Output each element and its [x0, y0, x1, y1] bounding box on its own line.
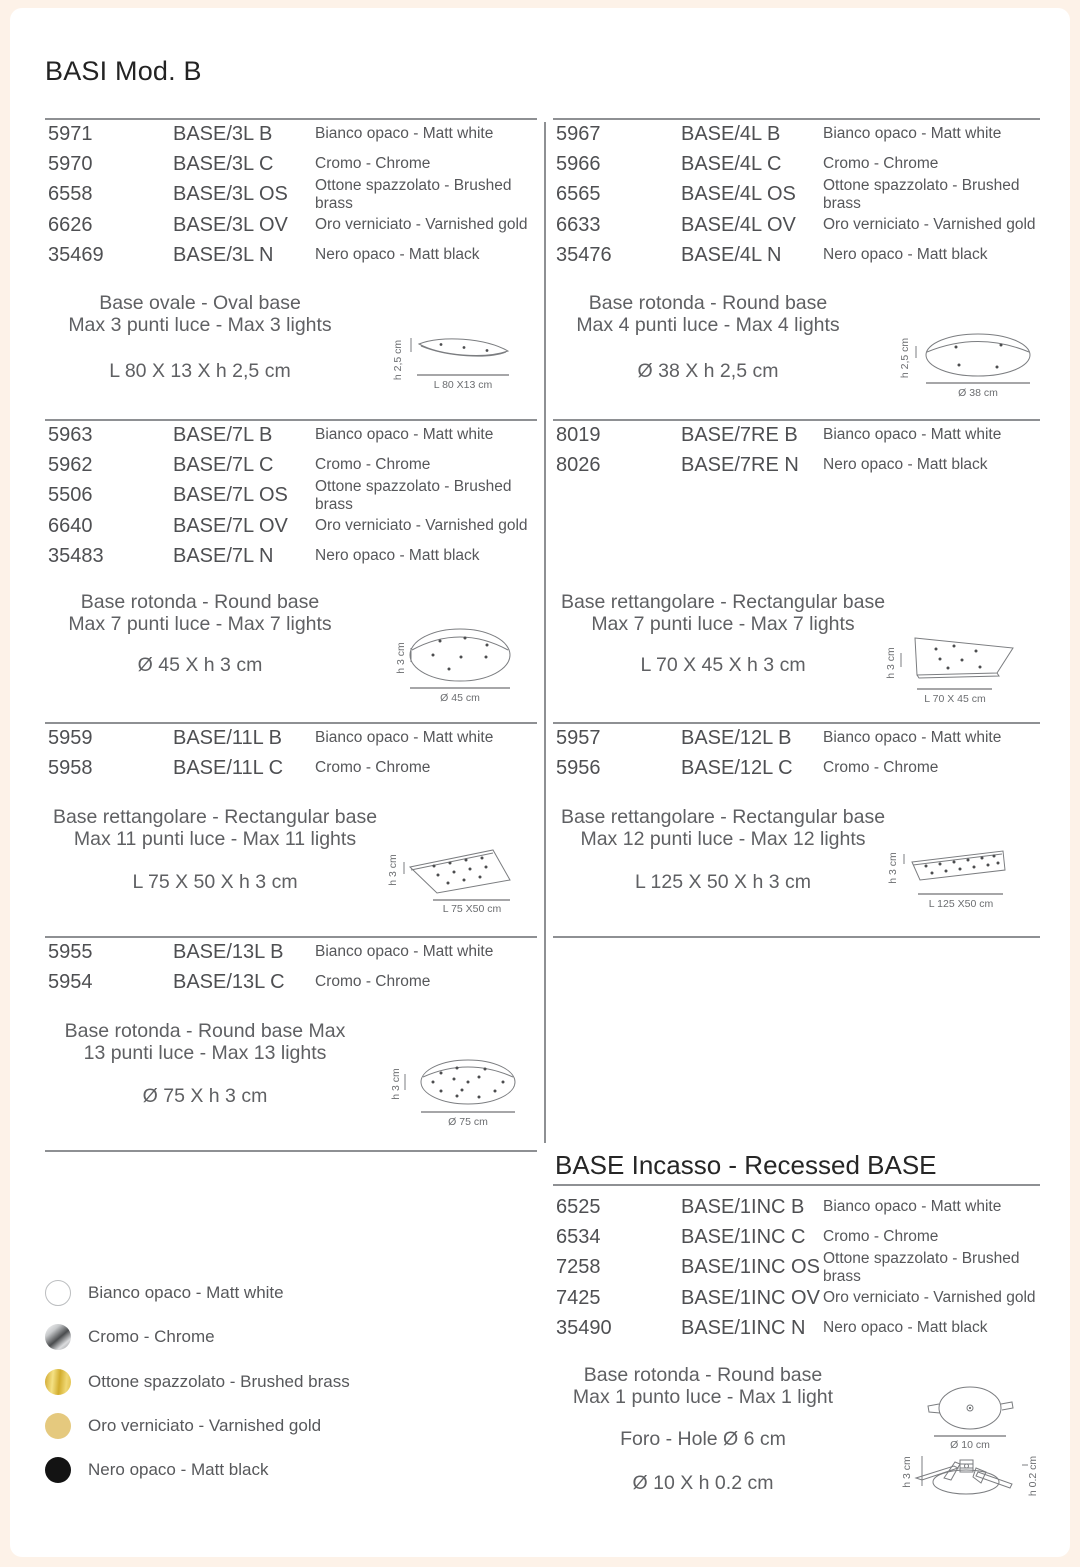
- technical-drawing-round-base-13l: [391, 1048, 526, 1133]
- drawing-depth-label: h 0.2 cm: [1027, 1455, 1039, 1497]
- product-code: 6525: [556, 1195, 601, 1218]
- base-type: Base rettangolare - Rectangular base: [52, 806, 378, 828]
- product-model: BASE/12L B: [681, 726, 792, 749]
- table-row: [553, 1249, 1040, 1285]
- product-finish: Oro verniciato - Varnished gold: [315, 216, 528, 234]
- product-code: 5962: [48, 453, 93, 476]
- max-lights: Max 3 punti luce - Max 3 lights: [68, 314, 332, 336]
- legend-label: Oro verniciato - Varnished gold: [88, 1416, 322, 1435]
- product-table: [45, 723, 537, 784]
- product-finish: Oro verniciato - Varnished gold: [823, 1289, 1036, 1307]
- product-finish: Nero opaco - Matt black: [315, 547, 480, 565]
- drawing-width-label: L 75 X50 cm: [442, 903, 502, 915]
- table-row: [45, 210, 537, 240]
- product-model: BASE/1INC OV: [681, 1286, 820, 1309]
- product-finish: Nero opaco - Matt black: [315, 246, 480, 264]
- product-model: BASE/7RE N: [681, 453, 799, 476]
- product-model: BASE/7RE B: [681, 423, 798, 446]
- product-code: 8019: [556, 423, 601, 446]
- round-base-outline: [926, 334, 1030, 376]
- product-table: [553, 119, 1040, 270]
- product-table: [553, 1192, 1040, 1343]
- product-model: BASE/1INC B: [681, 1195, 805, 1218]
- table-row: [553, 176, 1040, 212]
- table-row: [553, 723, 1040, 753]
- product-code: 5954: [48, 970, 93, 993]
- technical-drawing-round-base-7l: [396, 618, 516, 708]
- base-type: Base rotonda - Round base: [588, 292, 828, 314]
- product-finish: Cromo - Chrome: [315, 973, 431, 991]
- product-finish: Bianco opaco - Matt white: [823, 426, 1002, 444]
- drawing-diameter-label: Ø 10 cm: [950, 1439, 990, 1451]
- product-code: 6534: [556, 1225, 601, 1248]
- base-type: Base rettangolare - Rectangular base: [560, 806, 886, 828]
- product-finish: Bianco opaco - Matt white: [315, 426, 494, 444]
- product-code: 5963: [48, 423, 93, 446]
- legend-label: Ottone spazzolato - Brushed brass: [88, 1372, 350, 1391]
- base-dimensions: L 125 X 50 X h 3 cm: [635, 871, 811, 893]
- section-divider: [45, 1150, 537, 1152]
- legend-item-matt-white: [45, 1280, 284, 1306]
- product-model: BASE/11L B: [173, 726, 282, 749]
- product-code: 35476: [556, 243, 612, 266]
- max-lights: Max 11 punti luce - Max 11 lights: [73, 828, 357, 850]
- legend-item-chrome: [45, 1324, 215, 1350]
- recessed-section-title: BASE Incasso - Recessed BASE: [555, 1150, 937, 1180]
- product-model: BASE/7L OS: [173, 484, 288, 507]
- product-model: BASE/4L B: [681, 122, 781, 145]
- base-dimensions: L 80 X 13 X h 2,5 cm: [109, 360, 291, 382]
- table-row: [553, 1283, 1040, 1313]
- drawing-height-label: h 3 cm: [887, 852, 899, 884]
- product-finish: Nero opaco - Matt black: [823, 1319, 988, 1337]
- page-title: BASI Mod. B: [45, 56, 202, 86]
- product-model: BASE/13L B: [173, 940, 284, 963]
- drawing-width-label: L 125 X50 cm: [928, 898, 994, 910]
- drawing-width-label: Ø 38 cm: [958, 387, 998, 399]
- table-row: [45, 723, 537, 753]
- base-dimensions: Ø 38 X h 2,5 cm: [637, 360, 779, 382]
- base-type: Base rettangolare - Rectangular base: [560, 591, 886, 613]
- max-lights: Max 12 punti luce - Max 12 lights: [580, 828, 866, 850]
- finish-legend: [45, 1280, 475, 1490]
- product-model: BASE/3L OS: [173, 183, 288, 206]
- table-row: [45, 477, 537, 513]
- product-model: BASE/3L C: [173, 152, 274, 175]
- product-code: 5966: [556, 152, 601, 175]
- drawing-height-label: h 3 cm: [387, 854, 399, 886]
- product-code: 35490: [556, 1316, 612, 1339]
- product-finish: Oro verniciato - Varnished gold: [823, 216, 1036, 234]
- max-lights: Max 1 punto luce - Max 1 light: [572, 1386, 834, 1408]
- table-row: [45, 450, 537, 480]
- drawing-height-label: h 3 cm: [390, 1068, 402, 1100]
- product-model: BASE/3L N: [173, 243, 274, 266]
- legend-item-matt-black: [45, 1457, 268, 1483]
- base-dimensions: Ø 45 X h 3 cm: [137, 654, 263, 676]
- max-lights: Max 7 punti luce - Max 7 lights: [68, 613, 332, 635]
- technical-drawing-round-base-4l: [900, 324, 1035, 412]
- section-base-12l: [553, 722, 1040, 936]
- product-table: [553, 420, 1040, 481]
- product-finish: Ottone spazzolato - Brushed brass: [315, 477, 512, 513]
- product-model: BASE/4L OS: [681, 183, 796, 206]
- table-row: [45, 511, 537, 541]
- base-description: [553, 591, 893, 635]
- hole-dimension: Foro - Hole Ø 6 cm: [620, 1428, 786, 1450]
- section-base-11l: [45, 722, 537, 936]
- product-code: 5958: [48, 756, 93, 779]
- product-model: BASE/3L OV: [173, 213, 288, 236]
- recessed-base-side-view: [916, 1460, 1012, 1494]
- product-finish: Oro verniciato - Varnished gold: [315, 517, 528, 535]
- product-code: 5955: [48, 940, 93, 963]
- table-row: [553, 420, 1040, 450]
- base-description: [553, 1364, 853, 1408]
- round-base-outline: [410, 629, 510, 681]
- matt-black-swatch-icon: [45, 1457, 71, 1483]
- table-row: [553, 450, 1040, 480]
- technical-drawing-rectangular-base-11l: [388, 836, 523, 916]
- product-model: BASE/1INC N: [681, 1316, 806, 1339]
- table-row: [553, 149, 1040, 179]
- section-base-13l: [45, 936, 537, 1150]
- max-lights: Max 7 punti luce - Max 7 lights: [591, 613, 855, 635]
- product-model: BASE/12L C: [681, 756, 793, 779]
- table-row: [553, 1313, 1040, 1343]
- section-base-7re: [553, 419, 1040, 722]
- product-code: 7425: [556, 1286, 601, 1309]
- oval-base-outline: [419, 339, 508, 356]
- product-finish: Cromo - Chrome: [315, 155, 431, 173]
- table-row: [45, 149, 537, 179]
- varnished-gold-swatch-icon: [45, 1413, 71, 1439]
- product-finish: Cromo - Chrome: [823, 1228, 939, 1246]
- base-description: [553, 292, 863, 336]
- technical-drawing-rectangular-base-12l: [888, 836, 1023, 916]
- product-code: 6565: [556, 183, 601, 206]
- product-model: BASE/4L OV: [681, 213, 796, 236]
- product-code: 35469: [48, 243, 104, 266]
- table-row: [553, 119, 1040, 149]
- table-row: [553, 240, 1040, 270]
- product-code: 35483: [48, 544, 104, 567]
- product-finish: Cromo - Chrome: [823, 759, 939, 777]
- technical-drawing-recessed-base: [898, 1378, 1048, 1518]
- legend-item-varnished-gold: [45, 1413, 321, 1439]
- rectangular-base-outline: [410, 850, 510, 893]
- product-code: 5971: [48, 122, 93, 145]
- rectangular-base-outline: [915, 638, 1013, 678]
- legend-label: Nero opaco - Matt black: [88, 1460, 269, 1479]
- base-description: [45, 1020, 365, 1064]
- base-dimensions: L 75 X 50 X h 3 cm: [132, 871, 298, 893]
- product-model: BASE/7L C: [173, 453, 274, 476]
- product-finish: Bianco opaco - Matt white: [315, 943, 494, 961]
- product-code: 6558: [48, 183, 93, 206]
- base-dimensions: L 70 X 45 X h 3 cm: [640, 654, 806, 676]
- technical-drawing-oval-base: [393, 314, 523, 399]
- product-code: 6640: [48, 514, 93, 537]
- drawing-width-label: Ø 45 cm: [440, 692, 480, 704]
- product-model: BASE/1INC OS: [681, 1256, 820, 1279]
- product-finish: Cromo - Chrome: [315, 456, 431, 474]
- product-code: 5970: [48, 152, 93, 175]
- product-table: [553, 723, 1040, 784]
- product-table: [45, 119, 537, 270]
- product-finish: Cromo - Chrome: [823, 155, 939, 173]
- product-model: BASE/7L OV: [173, 514, 288, 537]
- product-table: [45, 937, 537, 998]
- table-row: [45, 753, 537, 783]
- base-dimensions: Ø 75 X h 3 cm: [142, 1085, 268, 1107]
- product-code: 6633: [556, 213, 601, 236]
- product-finish: Nero opaco - Matt black: [823, 456, 988, 474]
- product-model: BASE/7L N: [173, 544, 274, 567]
- base-description: [45, 292, 355, 336]
- column-divider: [544, 122, 546, 1143]
- product-code: 5967: [556, 122, 601, 145]
- chrome-swatch-icon: [45, 1324, 71, 1350]
- table-row: [45, 420, 537, 450]
- product-model: BASE/7L B: [173, 423, 273, 446]
- section-base-3l: [45, 118, 537, 419]
- product-finish: Cromo - Chrome: [315, 759, 431, 777]
- section-base-recessed: [553, 1150, 1040, 1557]
- table-row: [45, 967, 537, 997]
- legend-item-brushed-brass: [45, 1369, 350, 1395]
- drawing-height-label: h 2,5 cm: [899, 337, 911, 379]
- product-finish: Nero opaco - Matt black: [823, 246, 988, 264]
- drawing-height-label: h 3 cm: [395, 642, 407, 674]
- drawing-width-label: Ø 75 cm: [448, 1116, 488, 1128]
- max-lights: 13 punti luce - Max 13 lights: [83, 1042, 327, 1064]
- product-finish: Bianco opaco - Matt white: [823, 125, 1002, 143]
- table-row: [553, 1192, 1040, 1222]
- base-dimensions: Ø 10 X h 0.2 cm: [632, 1472, 774, 1494]
- legend-label: Cromo - Chrome: [88, 1327, 215, 1346]
- base-type: Base rotonda - Round base: [80, 591, 320, 613]
- product-model: BASE/1INC C: [681, 1225, 806, 1248]
- product-code: 7258: [556, 1256, 601, 1279]
- drawing-width-label: L 70 X 45 cm: [924, 693, 986, 705]
- product-code: 5506: [48, 484, 93, 507]
- product-code: 6626: [48, 213, 93, 236]
- product-table: [45, 420, 537, 571]
- product-code: 5959: [48, 726, 93, 749]
- drawing-width-label: L 80 X13 cm: [433, 379, 493, 391]
- product-finish: Ottone spazzolato - Brushed brass: [823, 176, 1020, 212]
- technical-drawing-rectangular-base-7re: [886, 625, 1026, 717]
- round-base-outline: [421, 1060, 515, 1104]
- product-code: 5957: [556, 726, 601, 749]
- table-row: [45, 541, 537, 571]
- product-model: BASE/13L C: [173, 970, 285, 993]
- base-type: Base rotonda - Round base Max: [64, 1020, 346, 1042]
- recessed-base-top-view: [928, 1387, 1013, 1429]
- table-row: [553, 210, 1040, 240]
- table-row: [45, 176, 537, 212]
- max-lights: Max 4 punti luce - Max 4 lights: [576, 314, 840, 336]
- section-base-4l: [553, 118, 1040, 419]
- table-row: [45, 240, 537, 270]
- section-divider: [553, 936, 1040, 938]
- product-model: BASE/4L N: [681, 243, 782, 266]
- drawing-height-label: h 3 cm: [885, 647, 897, 679]
- drawing-height-label: h 2,5 cm: [392, 339, 404, 381]
- base-type: Base rotonda - Round base: [583, 1364, 823, 1386]
- product-finish: Ottone spazzolato - Brushed brass: [315, 176, 512, 212]
- table-row: [553, 753, 1040, 783]
- section-base-7l: [45, 419, 537, 722]
- table-row: [45, 937, 537, 967]
- product-code: 5956: [556, 756, 601, 779]
- product-model: BASE/3L B: [173, 122, 273, 145]
- product-model: BASE/11L C: [173, 756, 284, 779]
- product-finish: Bianco opaco - Matt white: [315, 729, 494, 747]
- drawing-height-label: h 3 cm: [901, 1456, 913, 1488]
- product-finish: Ottone spazzolato - Brushed brass: [823, 1249, 1020, 1285]
- legend-label: Bianco opaco - Matt white: [88, 1283, 284, 1302]
- product-finish: Bianco opaco - Matt white: [823, 729, 1002, 747]
- product-code: 8026: [556, 453, 601, 476]
- product-model: BASE/4L C: [681, 152, 782, 175]
- table-row: [45, 119, 537, 149]
- base-type: Base ovale - Oval base: [99, 292, 301, 314]
- product-finish: Bianco opaco - Matt white: [315, 125, 494, 143]
- table-row: [553, 1222, 1040, 1252]
- product-finish: Bianco opaco - Matt white: [823, 1198, 1002, 1216]
- base-description: [45, 591, 355, 635]
- rectangular-base-outline: [912, 851, 1005, 880]
- brushed-brass-swatch-icon: [45, 1369, 71, 1395]
- base-description: [45, 806, 385, 850]
- matt-white-swatch-icon: [45, 1280, 71, 1306]
- base-description: [553, 806, 893, 850]
